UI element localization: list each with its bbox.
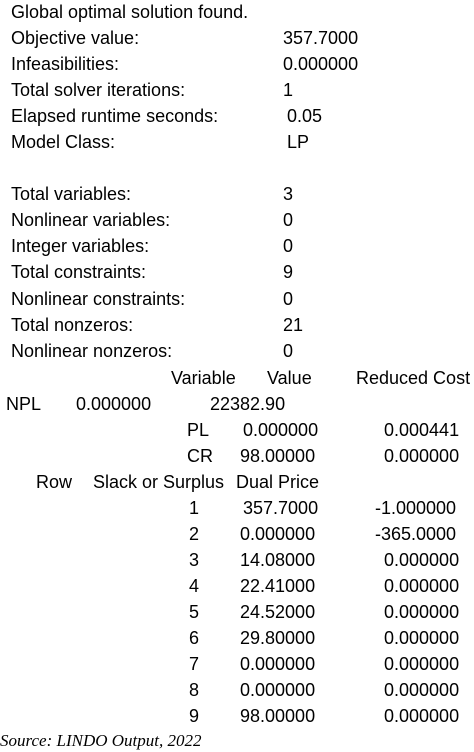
row-dual-price: 0.000000 bbox=[384, 550, 460, 570]
summary-label: Objective value: bbox=[11, 28, 140, 48]
stat-value: 0 bbox=[283, 289, 294, 309]
variable-name: PL bbox=[187, 420, 210, 440]
solution-status: Global optimal solution found. bbox=[11, 2, 249, 22]
summary-value: 0.000000 bbox=[283, 54, 359, 74]
variable-reduced-cost: 0.000000 bbox=[384, 446, 460, 466]
stat-value: 9 bbox=[283, 262, 294, 282]
row-slack: 29.80000 bbox=[240, 628, 316, 648]
row-dual-price: 0.000000 bbox=[384, 628, 460, 648]
row-number: 5 bbox=[189, 602, 200, 622]
stat-value: 0 bbox=[283, 236, 294, 256]
row-slack: 22.41000 bbox=[240, 576, 316, 596]
value-column-header: Value bbox=[267, 368, 312, 388]
summary-label: Infeasibilities: bbox=[11, 54, 120, 74]
summary-label: Elapsed runtime seconds: bbox=[11, 106, 219, 126]
row-dual-price: 0.000000 bbox=[384, 576, 460, 596]
row-dual-price: 0.000000 bbox=[384, 706, 460, 726]
variable-reduced-cost: 22382.90 bbox=[210, 394, 286, 414]
stat-label: Total variables: bbox=[11, 184, 132, 204]
stat-label: Integer variables: bbox=[11, 236, 150, 256]
row-slack: 0.000000 bbox=[240, 524, 316, 544]
row-dual-price: 0.000000 bbox=[384, 654, 460, 674]
stat-label: Nonlinear variables: bbox=[11, 210, 171, 230]
stat-value: 0 bbox=[283, 341, 294, 361]
row-slack: 14.08000 bbox=[240, 550, 316, 570]
reduced-cost-column-header: Reduced Cost bbox=[356, 368, 471, 388]
row-dual-price: 0.000000 bbox=[384, 602, 460, 622]
row-dual-price: -365.0000 bbox=[375, 524, 457, 544]
variable-value: 0.000000 bbox=[76, 394, 152, 414]
variable-column-header: Variable bbox=[171, 368, 236, 388]
row-slack: 357.7000 bbox=[243, 498, 319, 518]
row-number: 6 bbox=[189, 628, 200, 648]
row-dual-price: 0.000000 bbox=[384, 680, 460, 700]
stat-label: Nonlinear constraints: bbox=[11, 289, 186, 309]
stat-value: 3 bbox=[283, 184, 294, 204]
row-number: 2 bbox=[189, 524, 200, 544]
stat-label: Total nonzeros: bbox=[11, 315, 134, 335]
variable-reduced-cost: 0.000441 bbox=[384, 420, 460, 440]
summary-value: 1 bbox=[283, 80, 294, 100]
dual-price-column-header: Dual Price bbox=[236, 472, 320, 492]
variable-name: NPL bbox=[6, 394, 42, 414]
variable-name: CR bbox=[187, 446, 213, 466]
stat-label: Nonlinear nonzeros: bbox=[11, 341, 173, 361]
row-slack: 0.000000 bbox=[240, 680, 316, 700]
row-number: 1 bbox=[189, 498, 200, 518]
summary-value: 357.7000 bbox=[283, 28, 359, 48]
row-column-header: Row bbox=[36, 472, 73, 492]
stat-value: 0 bbox=[283, 210, 294, 230]
summary-label: Total solver iterations: bbox=[11, 80, 186, 100]
row-number: 8 bbox=[189, 680, 200, 700]
variable-value: 98.00000 bbox=[240, 446, 316, 466]
summary-label: Model Class: bbox=[11, 132, 116, 152]
summary-value: LP bbox=[287, 132, 310, 152]
slack-column-header: Slack or Surplus bbox=[93, 472, 225, 492]
summary-value: 0.05 bbox=[287, 106, 323, 126]
row-slack: 0.000000 bbox=[240, 654, 316, 674]
row-dual-price: -1.000000 bbox=[375, 498, 457, 518]
stat-label: Total constraints: bbox=[11, 262, 147, 282]
row-slack: 98.00000 bbox=[240, 706, 316, 726]
row-number: 9 bbox=[189, 706, 200, 726]
stat-value: 21 bbox=[283, 315, 304, 335]
row-number: 3 bbox=[189, 550, 200, 570]
row-slack: 24.52000 bbox=[240, 602, 316, 622]
row-number: 7 bbox=[189, 654, 200, 674]
variable-value: 0.000000 bbox=[243, 420, 319, 440]
row-number: 4 bbox=[189, 576, 200, 596]
source-caption: Source: LINDO Output, 2022 bbox=[0, 731, 202, 750]
